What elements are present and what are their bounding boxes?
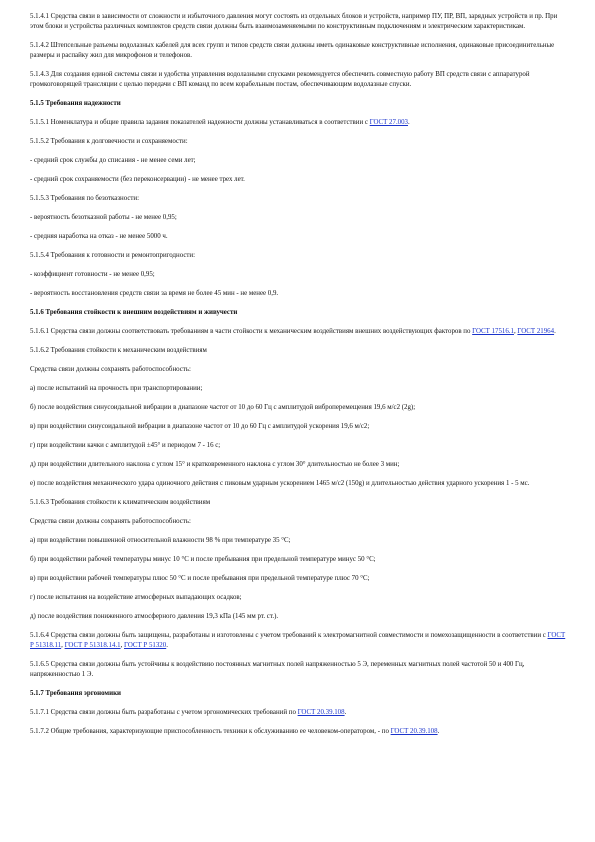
paragraph-text: г) при воздействии качки с амплитудой ±45° и периодом 7 - 16 с; (30, 442, 221, 449)
paragraph-text: 5.1.6 Требования стойкости к внешним воздействиям и живучести (30, 309, 238, 316)
paragraph (30, 41, 570, 61)
paragraph (30, 422, 570, 432)
paragraph-text: а) при воздействии повышенной относительной влажности 98 % при температуре 35 °С; (30, 537, 291, 544)
paragraph-punctuation: . (554, 328, 556, 335)
section-heading (30, 308, 570, 318)
standard-link[interactable]: ГОСТ 17516.1 (472, 328, 514, 335)
paragraph-text: 5.1.4.1 Средства связи в зависимости от сложности и избыточного давления могут состоять из отдельных блоков и устройств, например ПУ, ПР, ВП, зарядных устройств и пр. При этом блоки и устройства различных комплектов средств связи должны быть взаимозаменяемыми по конструктивным подключениям и электрическим характеристикам. (30, 13, 558, 30)
standard-link[interactable]: ГОСТ 20.39.108 (390, 728, 438, 735)
paragraph (30, 137, 570, 147)
paragraph-text: 5.1.6.3 Требования стойкости к климатическим воздействиям (30, 499, 211, 506)
paragraph (30, 156, 570, 166)
paragraph-text: в) при воздействии синусоидальной вибрации в диапазоне частот от 10 до 60 Гц с амплитудой ускорения 19,6 м/с2; (30, 423, 370, 430)
standard-link[interactable]: ГОСТ Р 51318.14.1 (64, 642, 121, 649)
paragraph (30, 194, 570, 204)
paragraph-text: а) после испытаний на прочность при транспортировании; (30, 385, 203, 392)
paragraph (30, 593, 570, 603)
paragraph (30, 536, 570, 546)
paragraph (30, 251, 570, 261)
paragraph-text: 5.1.5.4 Требования к готовности и ремонтопригодности: (30, 252, 196, 259)
paragraph-text: 5.1.4.3 Для создания единой системы связи и удобства управления водолазными спусками рекомендуется обеспечить совместную работу ВП средств связи с аппаратурой громкоговорящей трансляции с целью передачи с ВП команд по всем корабельным постам, обеспечивающим водолазные спуски. (30, 71, 530, 88)
paragraph-text: 5.1.6.5 Средства связи должны быть устойчивы к воздействию постоянных магнитных полей напряженностью 5 Э, переменных магнитных полей частотой 50 и 400 Гц, напряженностью 1 Э. (30, 661, 525, 678)
paragraph (30, 384, 570, 394)
paragraph-text: - средний срок сохраняемости (без переконсервации) - не менее трех лет. (30, 176, 245, 183)
paragraph (30, 70, 570, 90)
paragraph-text: 5.1.7.1 Средства связи должны быть разработаны с учетом эргономических требований по (30, 709, 298, 716)
standard-link[interactable]: ГОСТ 27.003 (369, 119, 409, 126)
paragraph-punctuation: . (166, 642, 168, 649)
paragraph-text: 5.1.5.2 Требования к долговечности и сохраняемости: (30, 138, 188, 145)
paragraph (30, 574, 570, 584)
paragraph-text: б) при воздействии рабочей температуры минус 10 °С и после пребывания при предельной температуре минус 50 °С; (30, 556, 376, 563)
paragraph-text: 5.1.6.1 Средства связи должны соответствовать требованиям в части стойкости к механическим воздействиям внешних воздействующих факторов по (30, 328, 473, 335)
section-heading (30, 689, 570, 699)
paragraph (30, 289, 570, 299)
section-heading (30, 99, 570, 109)
paragraph-text: - средний срок службы до списания - не менее семи лет; (30, 157, 196, 164)
paragraph (30, 660, 570, 680)
paragraph-text: д) при воздействии длительного наклона с углом 15° и кратковременного наклона с углом 30° длительностью не более 3 мин; (30, 461, 400, 468)
paragraph (30, 441, 570, 451)
paragraph-text: 5.1.6.4 Средства связи должны быть защищены, разработаны и изготовлены с учетом требований к электромагнитной совместимости и помехозащищенности в соответствии с (30, 632, 548, 639)
paragraph (30, 365, 570, 375)
standard-link[interactable]: ГОСТ Р 51318.11 (30, 632, 566, 649)
paragraph-text: 5.1.7.2 Общие требования, характеризующие приспособленность техники к обслуживанию ее человеком-оператором, - по (30, 728, 391, 735)
paragraph-text: 5.1.7 Требования эргономики (30, 690, 122, 697)
paragraph (30, 403, 570, 413)
paragraph (30, 346, 570, 356)
standard-link[interactable]: ГОСТ 21964 (517, 328, 555, 335)
paragraph-punctuation: . (344, 709, 347, 716)
paragraph-punctuation: . (408, 119, 410, 126)
standard-link[interactable]: ГОСТ 20.39.108 (297, 709, 345, 716)
paragraph-text: 5.1.5.3 Требования по безотказности: (30, 195, 140, 202)
paragraph-punctuation: . (437, 728, 440, 735)
paragraph-text: б) после воздействия синусоидальной вибрации в диапазоне частот от 10 до 60 Гц с амплитудой виброперемещения 19,6 м/с2 (2g); (30, 404, 416, 411)
paragraph-text: Средства связи должны сохранять работоспособность: (30, 366, 191, 373)
paragraph-text: 5.1.5 Требования надежности (30, 100, 121, 107)
document-body (30, 12, 570, 746)
paragraph (30, 270, 570, 280)
paragraph (30, 612, 570, 622)
paragraph-text: 5.1.4.2 Штепсельные разъемы водолазных кабелей для всех групп и типов средств связи должны иметь одинаковые конструктивные исполнения, одинаковые присоединительные размеры и распайку жил для микрофонов и телефонов. (30, 42, 555, 59)
paragraph: 5.1.6.4 Средства связи должны быть защищены, разработаны и изготовлены с учетом требований к электромагнитной совместимости и помехозащищенности в соответствии с ГОСТ Р 51318.11, ГОСТ Р 51318.14.1, ГОСТ Р 51320. (30, 632, 566, 649)
paragraph (30, 213, 570, 223)
paragraph-text: Средства связи должны сохранять работоспособность: (30, 518, 191, 525)
paragraph-text: 5.1.5.1 Номенклатура и общие правила задания показателей надежности должны устанавливаться в соответствии с (30, 119, 370, 126)
paragraph: 5.1.6.1 Средства связи должны соответствовать требованиям в части стойкости к механическим воздействиям внешних воздействующих факторов по ГОСТ 17516.1, ГОСТ 21964. (30, 328, 556, 335)
paragraph (30, 555, 570, 565)
paragraph (30, 232, 570, 242)
paragraph (30, 727, 570, 737)
paragraph (30, 118, 570, 128)
paragraph (30, 517, 570, 527)
paragraph (30, 708, 570, 718)
paragraph-text: д) после воздействия пониженного атмосферного давления 19,3 кПа (145 мм рт. ст.). (30, 613, 279, 620)
paragraph-text: - коэффициент готовности - не менее 0,95; (30, 271, 155, 278)
paragraph-text: г) после испытания на воздействие атмосферных выпадающих осадков; (30, 594, 242, 601)
paragraph-text: в) при воздействии рабочей температуры плюс 50 °С и после пребывания при предельной температуре плюс 70 °С; (30, 575, 370, 582)
paragraph-text: - вероятность восстановления средств связи за время не более 45 мин - не менее 0,9. (30, 290, 279, 297)
paragraph-text: - вероятность безотказной работы - не менее 0,95; (30, 214, 177, 221)
paragraph-text: - средняя наработка на отказ - не менее 5000 ч. (30, 233, 168, 240)
paragraph (30, 479, 570, 489)
paragraph-text: е) после воздействия механического удара одиночного действия с пиковым ударным ускорением 1465 м/с2 (150g) и длительностью действия ударного ускорения 1 - 5 мс. (30, 480, 530, 487)
paragraph (30, 498, 570, 508)
paragraph (30, 175, 570, 185)
paragraph (30, 12, 570, 32)
paragraph (30, 460, 570, 470)
standard-link[interactable]: ГОСТ Р 51320 (124, 642, 167, 649)
paragraph-text: 5.1.6.2 Требования стойкости к механическим воздействиям (30, 347, 207, 354)
